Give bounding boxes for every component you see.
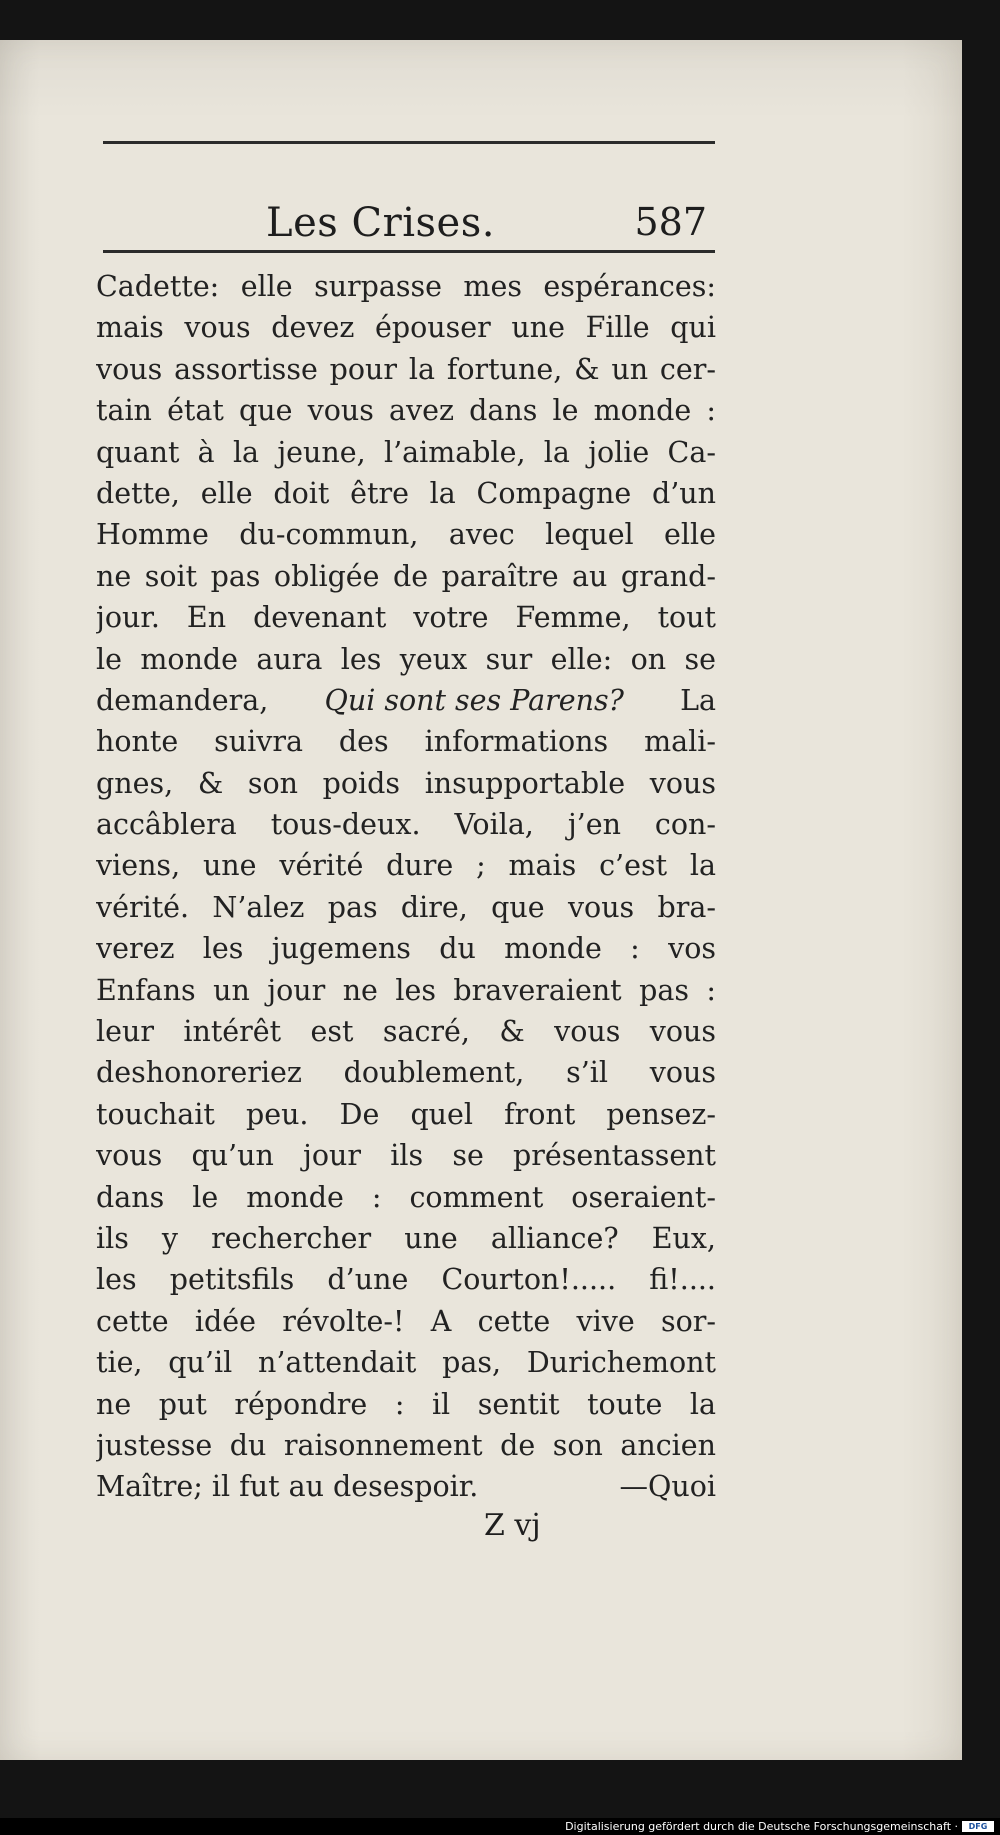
text-line: verez les jugemens du monde : vos (96, 932, 716, 966)
text-line: viens, une vérité dure ; mais c’est la (96, 849, 716, 883)
text-line: Cadette: elle surpasse mes espérances: (96, 270, 716, 303)
text-line: ne soit pas obligée de paraître au grand- (96, 559, 716, 593)
running-head (103, 150, 715, 250)
text-line: vous assortisse pour la fortune, & un cer- (96, 352, 716, 386)
text-line: justesse du raisonnement de son ancien (96, 1428, 716, 1462)
running-title: Les Crises. (266, 200, 495, 246)
text-line: dette, elle doit être la Compagne d’un (96, 476, 716, 510)
catchword-signature: Z vj (484, 1508, 541, 1543)
text-line: dans le monde : comment oseraient- (96, 1180, 716, 1214)
line-segment: La (680, 683, 716, 717)
text-line: jour. En devenant votre Femme, tout (96, 601, 716, 635)
line-segment: demandera, (96, 683, 269, 717)
text-line-with-italic (96, 680, 716, 721)
text-line: Homme du-commun, avec lequel elle (96, 518, 716, 552)
text-line: tie, qu’il n’attendait pas, Durichemont (96, 1346, 716, 1380)
text-line: leur intérêt est sacré, & vous vous (96, 1015, 716, 1049)
line-segment: —Quoi (619, 1470, 716, 1504)
text-line: accâblera tous-deux. Voila, j’en con- (96, 808, 716, 842)
text-line: ne put répondre : il sentit toute la (96, 1387, 716, 1421)
text-line: Enfans un jour ne les braveraient pas : (96, 973, 716, 1007)
text-line-last (96, 1466, 716, 1507)
text-line: mais vous devez épouser une Fille qui (96, 311, 716, 345)
text-line: tain état que vous avez dans le monde : (96, 394, 716, 428)
text-line: le monde aura les yeux sur elle: on se (96, 642, 716, 676)
text-line: deshonoreriez doublement, s’il vous (96, 1056, 716, 1090)
page-number: 587 (634, 200, 707, 244)
funding-credit: Digitalisierung gefördert durch die Deutsche Forschungsgemeinschaft · (565, 1820, 958, 1833)
text-line: ils y rechercher une alliance? Eux, (96, 1221, 716, 1255)
dfg-logo: DFG (962, 1821, 994, 1832)
body-text (96, 266, 716, 1508)
text-line: vérité. N’alez pas dire, que vous bra- (96, 890, 716, 924)
text-line: quant à la jeune, l’aimable, la jolie Ca- (96, 435, 716, 469)
text-line: touchait peu. De quel front pensez- (96, 1097, 716, 1131)
text-line: les petitsfils d’une Courton!..... fi!.... (96, 1263, 716, 1297)
line-segment: Maître; il fut au desespoir. (96, 1470, 479, 1504)
text-line: cette idée révolte-! A cette vive sor- (96, 1304, 716, 1338)
text-line: vous qu’un jour ils se présentassent (96, 1139, 716, 1173)
italic-question: Qui sont ses Parens? (324, 683, 624, 717)
text-line: gnes, & son poids insupportable vous (96, 766, 716, 800)
header-rule-top (103, 141, 715, 144)
text-line: honte suivra des informations mali- (96, 725, 716, 759)
header-rule-bottom (103, 250, 715, 253)
digitization-footer (0, 1818, 1000, 1835)
